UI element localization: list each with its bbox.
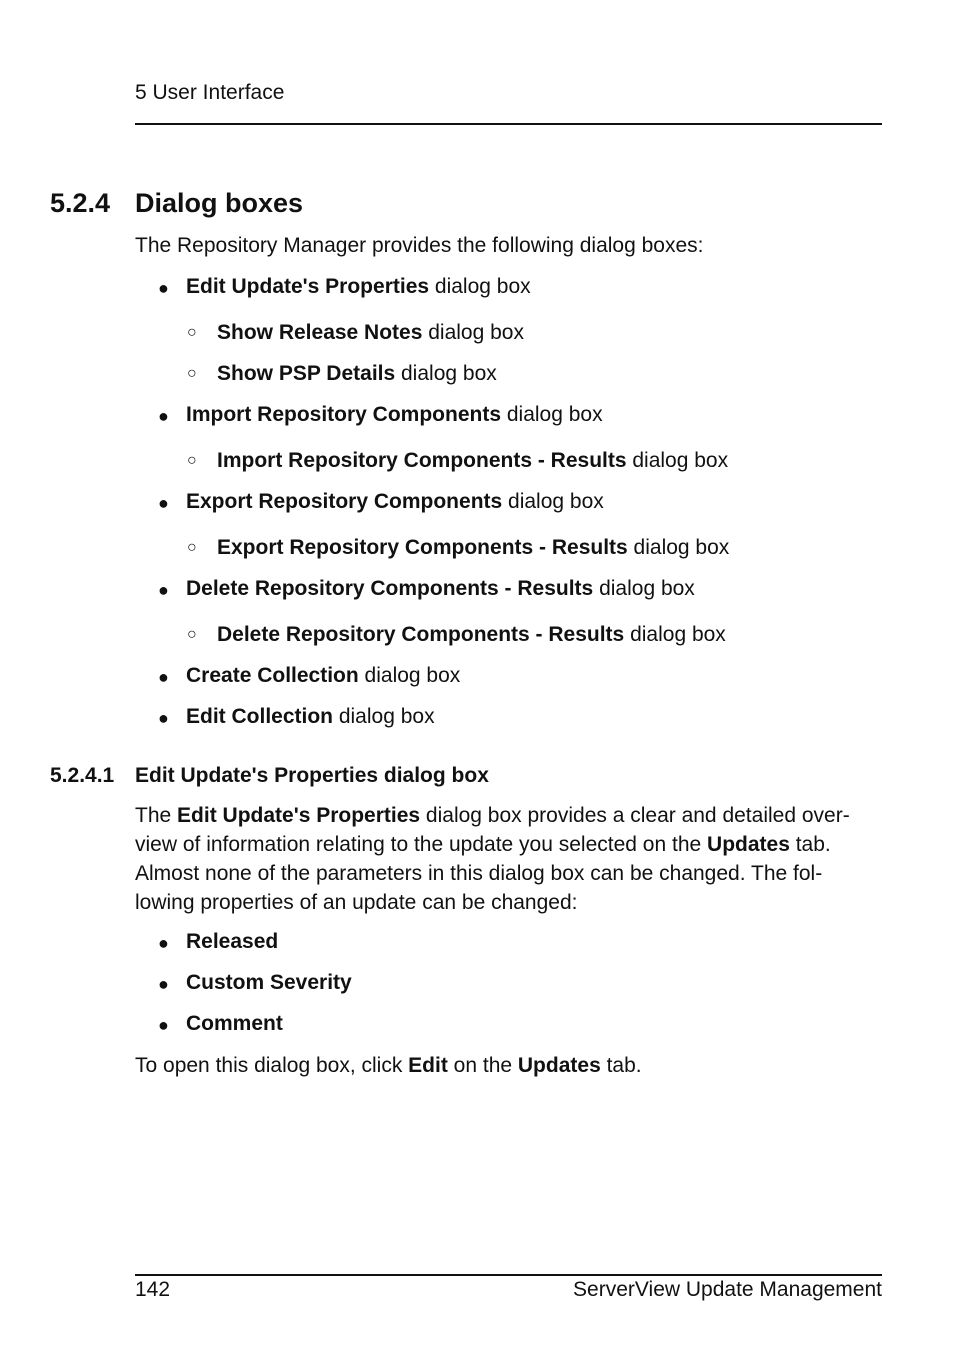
paragraph-line: Almost none of the parameters in this dialog box can be changed. The fol- xyxy=(135,862,823,885)
section-title: Dialog boxes xyxy=(135,188,304,218)
list-item: Create Collection dialog box xyxy=(186,664,461,687)
list-item: Delete Repository Components - Results dialog box xyxy=(186,577,695,600)
open-instruction: To open this dialog box, click Edit on the Updates tab. xyxy=(135,1054,642,1077)
subsection-number: 5.2.4.1 xyxy=(50,764,115,787)
bullet-icon: ● xyxy=(158,1015,169,1035)
footer-rule xyxy=(135,1274,882,1276)
property-item: Custom Severity xyxy=(186,971,352,994)
circle-bullet-icon: ○ xyxy=(187,324,197,341)
property-item: Released xyxy=(186,930,279,953)
property-item: Comment xyxy=(186,1012,283,1035)
paragraph-line: The Edit Update's Properties dialog box provides a clear and detailed over- xyxy=(135,804,850,827)
paragraph-line: lowing properties of an update can be changed: xyxy=(135,891,578,914)
paragraph-line: view of information relating to the update you selected on the Updates tab. xyxy=(135,833,831,856)
header-rule xyxy=(135,123,882,125)
bullet-icon: ● xyxy=(158,933,169,953)
list-item: Show PSP Details dialog box xyxy=(217,362,497,385)
list-item: Edit Update's Properties dialog box xyxy=(186,275,531,298)
list-item: Import Repository Components dialog box xyxy=(186,403,603,426)
subsection-title: Edit Update's Properties dialog box xyxy=(135,764,489,787)
list-item: Delete Repository Components - Results dialog box xyxy=(217,623,726,646)
circle-bullet-icon: ○ xyxy=(187,539,197,556)
circle-bullet-icon: ○ xyxy=(187,626,197,643)
footer-product: ServerView Update Management xyxy=(573,1278,882,1301)
list-item: Export Repository Components - Results dialog box xyxy=(217,536,730,559)
list-item: Import Repository Components - Results dialog box xyxy=(217,449,729,472)
bullet-icon: ● xyxy=(158,406,169,426)
list-item: Edit Collection dialog box xyxy=(186,705,435,728)
section-intro: The Repository Manager provides the following dialog boxes: xyxy=(135,234,704,257)
section-number: 5.2.4 xyxy=(50,188,111,218)
bullet-icon: ● xyxy=(158,580,169,600)
circle-bullet-icon: ○ xyxy=(187,365,197,382)
page-number: 142 xyxy=(135,1278,171,1301)
list-item: Show Release Notes dialog box xyxy=(217,321,524,344)
running-header: 5 User Interface xyxy=(135,81,285,104)
bullet-icon: ● xyxy=(158,278,169,298)
list-item: Export Repository Components dialog box xyxy=(186,490,604,513)
circle-bullet-icon: ○ xyxy=(187,452,197,469)
bullet-icon: ● xyxy=(158,493,169,513)
bullet-icon: ● xyxy=(158,667,169,687)
bullet-icon: ● xyxy=(158,974,169,994)
bullet-icon: ● xyxy=(158,708,169,728)
subsection-paragraph xyxy=(135,801,882,917)
